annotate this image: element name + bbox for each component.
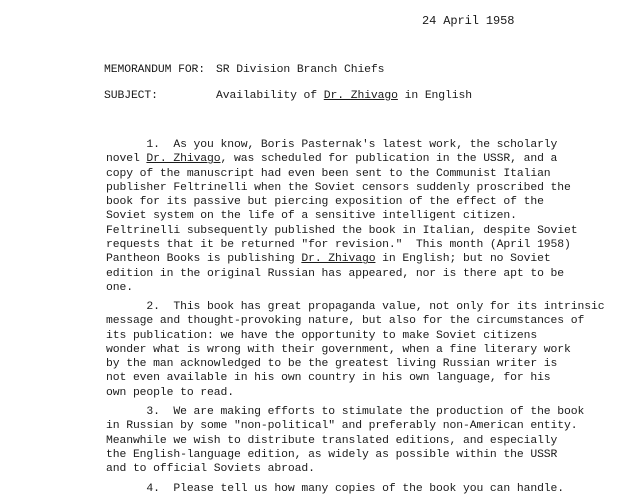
paragraph-line: Feltrinelli subsequently published the book in Italian, despite Soviet (106, 224, 578, 237)
paragraph-line: copy of the manuscript had even been sent to the Communist Italian (106, 167, 551, 180)
memorandum-for-value: SR Division Branch Chiefs (216, 64, 385, 76)
book-title-underlined: Dr. Zhivago (146, 153, 221, 166)
paragraph-1 (106, 138, 578, 295)
paragraph-line: message and thought-provoking nature, but also for the circumstances of (106, 315, 585, 328)
memorandum-for-line (104, 64, 384, 76)
paragraph-2 (106, 300, 605, 400)
paragraph-line: and to official Soviets abroad. (106, 463, 315, 476)
paragraph-3 (106, 405, 585, 476)
subject-book-title: Dr. Zhivago (323, 90, 398, 102)
paragraph-line: novel Dr. Zhivago, was scheduled for publication in the USSR, and a (106, 153, 558, 166)
paragraph-line: book for its passive but piercing exposition of the effect of the (106, 196, 544, 209)
memo-date: 24 April 1958 (422, 14, 515, 28)
paragraph-line: requests that it be returned "for revision." This month (April 1958) (106, 239, 571, 252)
paragraph-line: one. (106, 281, 133, 294)
paragraph-line: 2. This book has great propaganda value, not only for its intrinsic (106, 301, 605, 313)
paragraph-line: the English-language edition, as widely as possible within the USSR (106, 448, 558, 461)
paragraph-line: 3. We are making efforts to stimulate the production of the book (106, 406, 585, 418)
paragraph-line: Meanwhile we wish to distribute translated editions, and especially (106, 434, 558, 447)
memorandum-for-label: MEMORANDUM FOR: (104, 64, 206, 76)
paragraph-line: by the man acknowledged to be the greatest living Russian writer is (106, 358, 558, 371)
book-title-underlined: Dr. Zhivago (301, 253, 376, 266)
subject-line (104, 90, 472, 102)
paragraph-line: 1. As you know, Boris Pasternak's latest work, the scholarly (106, 139, 558, 151)
paragraph-line: Pantheon Books is publishing Dr. Zhivago in English; but no Soviet (106, 253, 551, 266)
subject-label: SUBJECT: (104, 90, 158, 102)
paragraph-4 (106, 482, 566, 494)
paragraph-line: edition in the original Russian has appeared, nor is there apt to be (106, 267, 565, 280)
paragraph-line: 4. Please tell us how many copies of the book you can handle. (106, 483, 565, 494)
subject-text-before: Availability of (216, 90, 324, 102)
paragraph-line: not even available in his own country in his own language, for his (106, 372, 551, 385)
paragraph-line: its publication: we have the opportunity to make Soviet citizens (106, 329, 538, 342)
paragraph-line: in Russian by some "non-political" and preferably non-American entity. (106, 420, 578, 433)
paragraph-line: Soviet system on the life of a sensitive intelligent citizen. (106, 210, 517, 223)
paragraph-line: publisher Feltrinelli when the Soviet censors suddenly proscribed the (106, 181, 571, 194)
paragraph-line: own people to read. (106, 386, 234, 399)
paragraph-line: wonder what is wrong with their government, when a fine literary work (106, 343, 571, 356)
subject-text-after: in English (397, 90, 472, 102)
